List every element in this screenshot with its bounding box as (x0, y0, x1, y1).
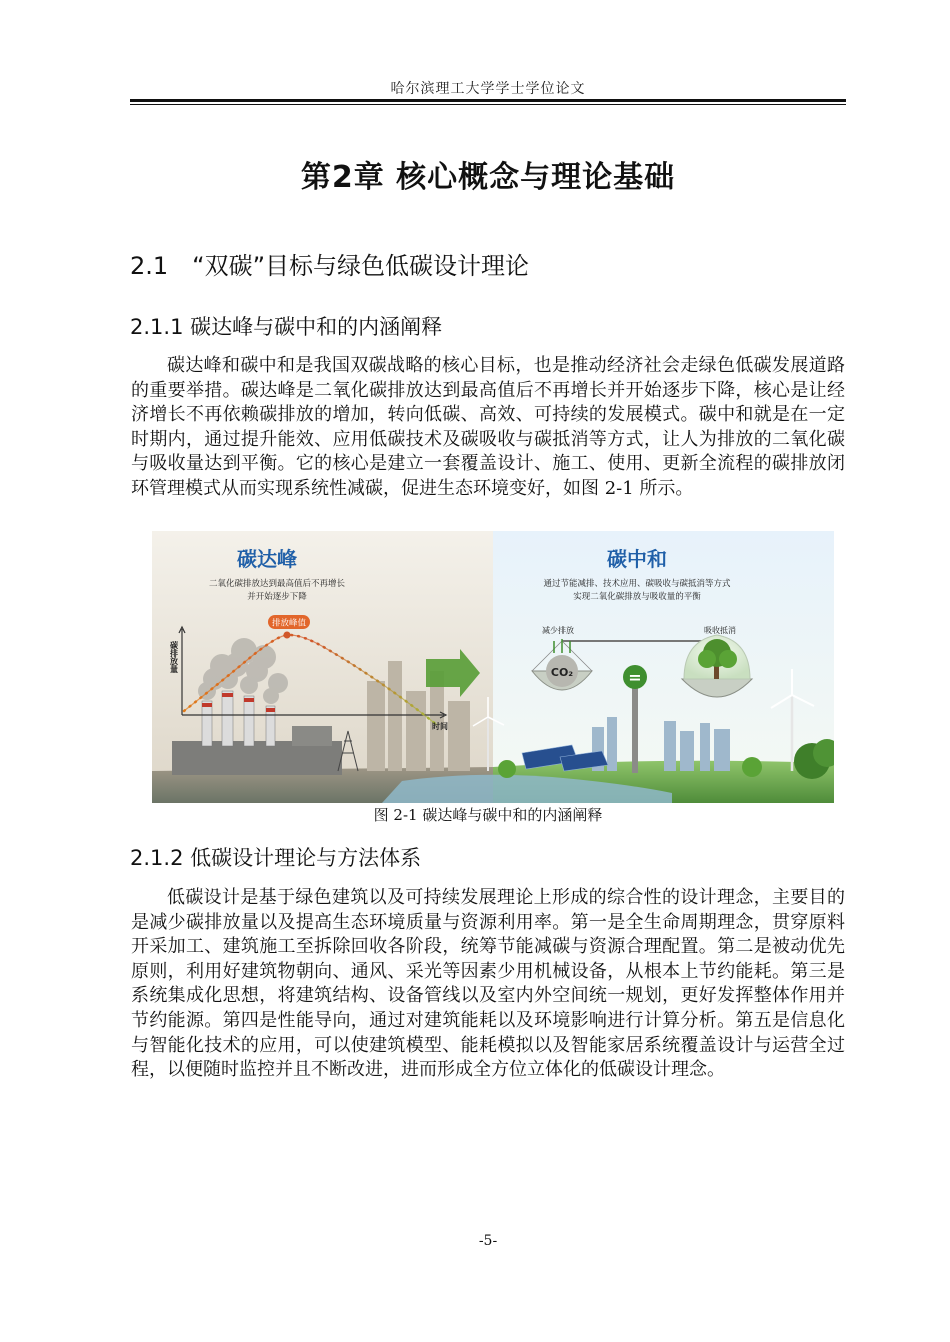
figure-peak-point (284, 632, 291, 639)
figure-y-axis-label: 碳排放量 (169, 641, 179, 673)
figure-x-axis-label: 时间 (432, 722, 448, 731)
figure-co2-label: CO₂ (550, 666, 574, 679)
section-2-1-number: 2.1 (130, 252, 169, 280)
figure-left-desc-1: 二氧化碳排放达到最高值后不再增长 (208, 579, 346, 589)
figure-peak-label: 排放峰值 (271, 618, 307, 629)
figure-left-title: 碳达峰 (237, 547, 297, 571)
figure-left-desc-2: 并开始逐步下降 (247, 592, 307, 602)
figure-2-1 (152, 531, 834, 803)
figure-absorb-label: 吸收抵消 (704, 626, 736, 635)
section-2-1-2-paragraph: 低碳设计是基于绿色建筑以及可持续发展理论上形成的综合性的设计理念，主要目的是减少碳排放量以及提高生态环境质量与资源利用率。第一是全生命周期理念，贯穿原料开采加工、建筑施工至拆除回收各阶段，统筹节能减碳与资源合理配置。第二是被动优先原则，利用好建筑物朝向、通风、采光等因素少用机械设备，从根本上节约能耗。第三是系统集成化思想，将建筑结构、设备管线以及室内外空间统一规划，更好发挥整体作用并节约能源。第四是性能导向，通过对建筑能耗以及环境影响进行计算分析。第五是信息化与智能化技术的应用，可以使建筑模型、能耗模拟以及智能家居系统覆盖设计与运营全过程，以便随时监控并且不断改进，进而形成全方位立体化的低碳设计理念。 (131, 887, 845, 1081)
section-2-1-1-paragraph: 碳达峰和碳中和是我国双碳战略的核心目标，也是推动经济社会走绿色低碳发展道路的重要举措。碳达峰是二氧化碳排放达到最高值后不再增长并开始逐步下降，核心是让经济增长不再依赖碳排放的增加，转向低碳、高效、可持续的发展模式。碳中和就是在一定时期内，通过提升能效、应用低碳技术及碳吸收与碳抵消等方式，让人为排放的二氧化碳与吸收量达到平衡。它的核心是建立一套覆盖设计、施工、使用、更新全流程的碳排放闭环管理模式从而实现系统性减碳，促进生态环境变好，如图 2-1 所示。 (131, 355, 845, 499)
section-2-1-1-heading: 2.1.1 碳达峰与碳中和的内涵阐释 (130, 315, 443, 339)
running-header: 哈尔滨理工大学学士学位论文 (390, 81, 586, 97)
figure-2-1-caption: 图 2-1 碳达峰与碳中和的内涵阐释 (373, 806, 603, 824)
page-number: -5- (478, 1233, 498, 1249)
figure-right-desc-1: 通过节能减排、技术应用、碳吸收与碳抵消等方式 (543, 579, 731, 589)
header-rule-thin (130, 104, 846, 105)
figure-right-desc-2: 实现二氧化碳排放与吸收量的平衡 (573, 592, 701, 602)
section-2-1-2-heading: 2.1.2 低碳设计理论与方法体系 (130, 846, 422, 870)
section-2-1-heading (130, 246, 529, 281)
chapter-title: 第2章 核心概念与理论基础 (300, 160, 676, 195)
figure-equals-label: = (628, 668, 642, 687)
figure-right-title: 碳中和 (607, 547, 667, 571)
header-rule-thick (130, 99, 846, 102)
figure-reduce-label: 减少排放 (542, 626, 574, 635)
section-2-1-title: “双碳”目标与绿色低碳设计理论 (192, 252, 530, 280)
